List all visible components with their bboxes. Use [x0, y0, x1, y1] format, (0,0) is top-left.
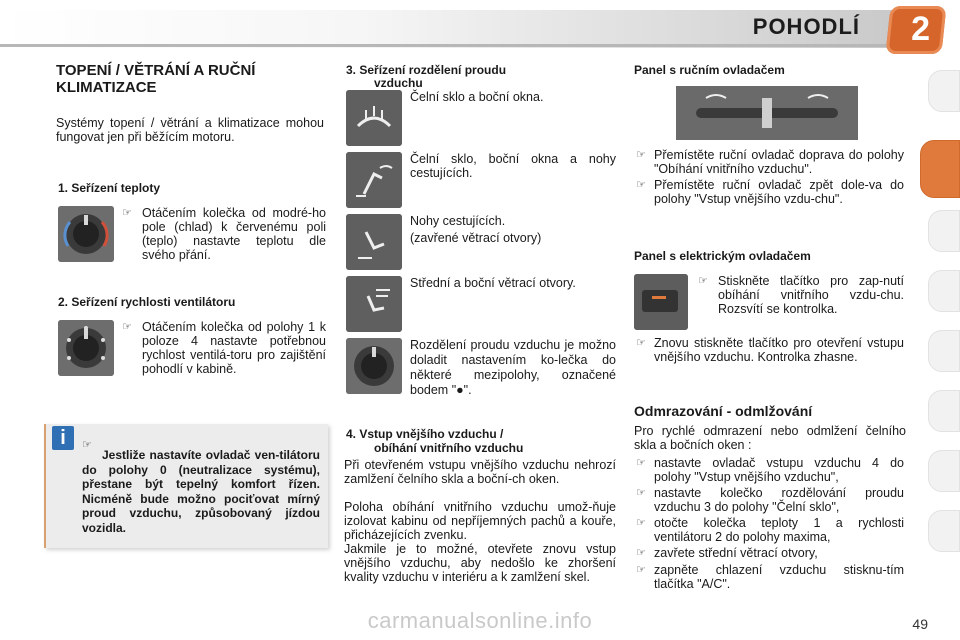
intro-text: Systémy topení / větrání a klimatizace mohou fungovat jen při běžícím motoru. — [56, 116, 324, 144]
hand-pointer-icon: ☞ — [636, 456, 646, 469]
hand-pointer-icon: ☞ — [636, 178, 646, 191]
watermark: carmanualsonline.info — [367, 608, 593, 633]
defrost-bullet-3: otočte kolečka teploty 1 a rychlosti ventilátoru 2 do polohy maxima, — [654, 516, 904, 544]
electric-bullet-1: Stiskněte tlačítko pro zap-nutí obíhání vnitřního vzdu-chu. Rozsvítí se kontrolka. — [718, 274, 904, 316]
chapter-tab-active[interactable] — [920, 140, 960, 198]
hand-pointer-icon: ☞ — [636, 546, 646, 559]
section-4-paragraph-1: Při otevřeném vstupu vnějšího vzduchu nehrozí zamlžení čelního skla a boční-ch oken. — [344, 458, 616, 486]
section-2-title: 2. Seřízení rychlosti ventilátoru — [58, 295, 236, 309]
manual-panel-image — [676, 86, 858, 140]
defrost-title: Odmrazování - odmlžování — [634, 403, 813, 419]
header-divider — [0, 44, 900, 47]
defrost-intro: Pro rychlé odmrazení nebo odmlžení čelního skla a bočních oken : — [634, 424, 906, 452]
chapter-tab[interactable] — [928, 390, 960, 432]
distribution-knob-image — [346, 338, 402, 394]
distribution-item-2: Čelní sklo, boční okna a nohy cestujících. — [410, 152, 616, 180]
defrost-bullet-5: zapněte chlazení vzduchu stisknu-tím tlačítka "A/C". — [654, 563, 904, 591]
manual-bullet-1: Přemístěte ruční ovladač doprava do polohy "Obíhání vnitřního vzduchu". — [654, 148, 904, 176]
temperature-knob-image — [58, 206, 114, 262]
page-heading: TOPENÍ / VĚTRÁNÍ A RUČNÍ KLIMATIZACE — [56, 62, 256, 96]
hand-pointer-icon: ☞ — [122, 206, 132, 219]
section-1-title: 1. Seřízení teploty — [58, 181, 161, 195]
chapter-tab[interactable] — [928, 330, 960, 372]
feet-vent-icon — [346, 214, 402, 270]
distribution-item-5: Rozdělení proudu vzduchu je možno doladit nastavením ko-lečka do některé mezipolohy, označené bodem "●". — [410, 338, 616, 397]
page-heading-wrap — [56, 62, 316, 96]
hand-pointer-icon: ☞ — [636, 516, 646, 529]
defrost-bullet-4: zavřete střední větrací otvory, — [654, 546, 818, 560]
distribution-item-3: Nohy cestujících. — [410, 214, 506, 228]
section-2-text: Otáčením kolečka od polohy 1 k poloze 4 nastavte potřebnou rychlost ventilá-toru pro zajištění pohodlí v kabině. — [142, 320, 326, 376]
manual-bullet-2: Přemístěte ruční ovladač zpět dole-va do polohy "Vstup vnějšího vzdu-chu". — [654, 178, 904, 206]
hand-pointer-icon: ☞ — [698, 274, 708, 287]
chapter-tab[interactable] — [928, 270, 960, 312]
distribution-item-1: Čelní sklo a boční okna. — [410, 90, 544, 104]
defrost-bullet-2: nastavte kolečko rozdělování proudu vzduchu 3 do polohy "Čelní sklo", — [654, 486, 904, 514]
fan-speed-knob-image — [58, 320, 114, 376]
chapter-tab[interactable] — [928, 510, 960, 552]
hand-pointer-icon: ☞ — [636, 486, 646, 499]
section-4-paragraph-2: Poloha obíhání vnitřního vzduchu umož-ňuje izolovat kabinu od nepříjemných pachů a kouře, přicházejících zvenku. — [344, 500, 616, 542]
chapter-tab[interactable] — [928, 210, 960, 252]
manual-panel-title: Panel s ručním ovladačem — [634, 63, 785, 77]
windshield-feet-icon — [346, 152, 402, 208]
distribution-item-4: Střední a boční větrací otvory. — [410, 276, 576, 290]
defrost-bullet-1: nastavte ovladač vstupu vzduchu 4 do polohy "Vstup vnějšího vzduchu", — [654, 456, 904, 484]
chapter-tabs — [922, 60, 960, 640]
section-3-title-line2: vzduchu — [374, 76, 423, 90]
info-icon: i — [52, 426, 74, 450]
chapter-tab[interactable] — [928, 70, 960, 112]
electric-bullet-2: Znovu stiskněte tlačítko pro otevření vstupu vnějšího vzduchu. Kontrolka zhasne. — [654, 336, 904, 364]
chapter-number: 2 — [911, 10, 930, 48]
section-3-title-line1: 3. Seřízení rozdělení proudu — [346, 63, 507, 77]
distribution-item-3-note: (zavřené větrací otvory) — [410, 231, 542, 245]
hand-pointer-icon: ☞ — [636, 563, 646, 576]
section-4-paragraph-3: Jakmile je to možné, otevřete znovu vstup vnějšího vzduchu, aby nedošlo ke zhoršení kvality vzduchu v interiéru a k zamlžení skel. — [344, 542, 616, 584]
info-text: Jestliže nastavíte ovladač ven-tilátoru do polohy 0 (neutralizace systému), přestane být tepelný komfort řízen. Nicméně bude možno pociťovat mírný proud vzduchu, způsobovaný jízdou vozidla. — [82, 448, 320, 535]
recirculation-button-image — [634, 274, 688, 330]
hand-pointer-icon: ☞ — [636, 148, 646, 161]
face-vent-icon — [346, 276, 402, 332]
hand-pointer-icon: ☞ — [82, 438, 92, 451]
page-number: 49 — [912, 616, 928, 632]
header-bar — [0, 0, 960, 52]
section-1-text: Otáčením kolečka od modré-ho pole (chlad) k červenému poli (teplo) nastavte teplotu dle svého přání. — [142, 206, 326, 262]
chapter-title: POHODLÍ — [752, 14, 860, 39]
section-4-title-line2: obíhání vnitřního vzduchu — [374, 441, 524, 455]
hand-pointer-icon: ☞ — [122, 320, 132, 333]
section-4-title-line1: 4. Vstup vnějšího vzduchu / — [346, 427, 504, 441]
windshield-defrost-icon — [346, 90, 402, 146]
electric-panel-title: Panel s elektrickým ovladačem — [634, 249, 811, 263]
hand-pointer-icon: ☞ — [636, 336, 646, 349]
chapter-tab[interactable] — [928, 450, 960, 492]
